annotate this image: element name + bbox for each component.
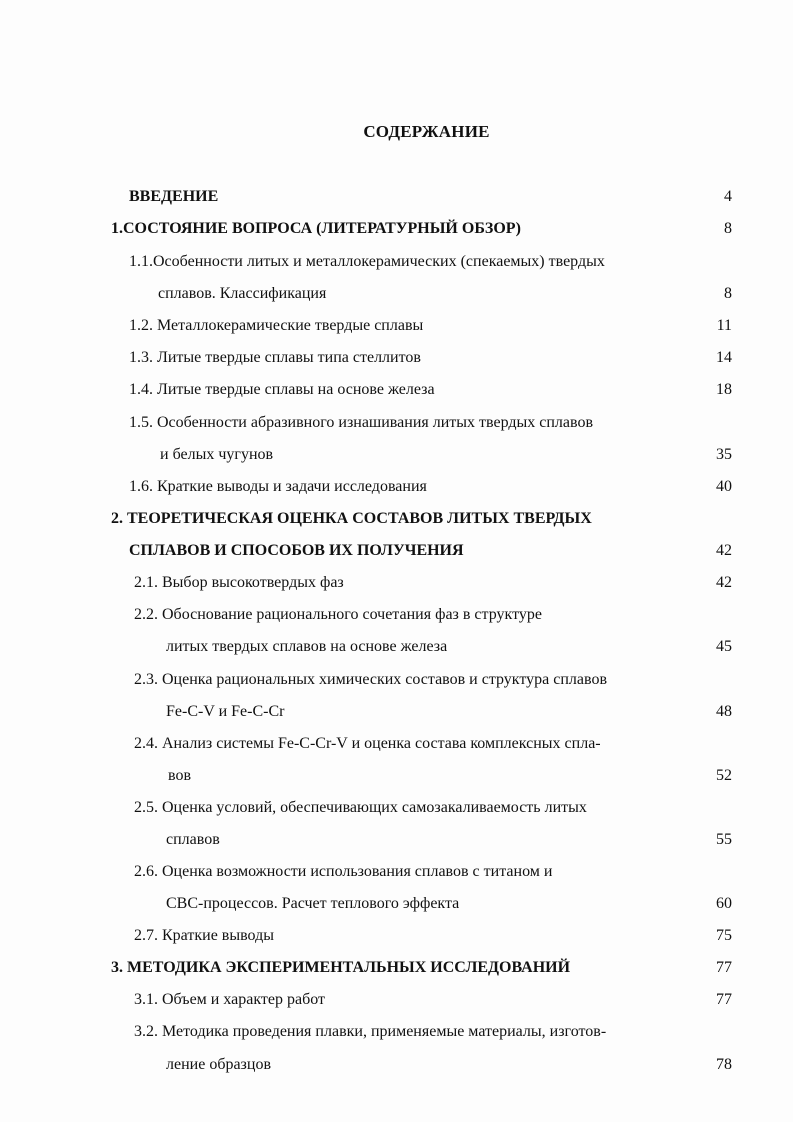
toc-entry-1-5: 1.5. Особенности абразивного изнашивания литых твердых сплавов [129,414,594,431]
toc-page-number: 45 [716,638,732,655]
toc-page-number: 8 [724,285,732,302]
toc-page-number: 14 [716,349,732,366]
toc-entry-2-3-cont: Fe-C-V и Fe-C-Cr [166,703,285,720]
toc-page-number: 35 [716,446,732,463]
toc-entry-1-2: 1.2. Металлокерамические твердые сплавы [129,317,424,334]
toc-page-number [672,252,732,272]
toc-entry-1-5-cont: и белых чугунов [160,446,274,463]
toc-entry-chapter-3: 3. МЕТОДИКА ЭКСПЕРИМЕНТАЛЬНЫХ ИССЛЕДОВАНИЙ [111,959,571,976]
toc-page-number: 40 [716,478,732,495]
toc-page-number [672,798,732,818]
toc-page-number: 55 [716,831,732,848]
toc-entry-introduction: ВВЕДЕНИЕ [129,188,219,205]
toc-entry-chapter-2: 2. ТЕОРЕТИЧЕСКАЯ ОЦЕНКА СОСТАВОВ ЛИТЫХ ТВЕРДЫХ [111,510,592,527]
toc-page-number: 8 [724,220,732,237]
toc-entry-1-6: 1.6. Краткие выводы и задачи исследования [129,478,427,495]
toc-entry-2-4-cont: вов [168,767,191,784]
toc-page-number: 75 [716,927,732,944]
toc-entry-1-4: 1.4. Литые твердые сплавы на основе железа [129,381,435,398]
toc-page-number: 77 [716,991,732,1008]
toc-page-number: 18 [716,381,732,398]
toc-page-number [672,605,732,625]
toc-entry-3-2: 3.2. Методика проведения плавки, применяемые материалы, изготов- [134,1023,607,1040]
toc-entry-2-6-cont: СВС-процессов. Расчет теплового эффекта [166,895,460,912]
toc-page-number: 78 [716,1056,732,1073]
toc-page-number: 60 [716,895,732,912]
toc-page-number [672,413,732,433]
toc-entry-1-1: 1.1.Особенности литых и металлокерамических (спекаемых) твердых [129,253,605,270]
toc-entry-chapter-1: 1.СОСТОЯНИЕ ВОПРОСА (ЛИТЕРАТУРНЫЙ ОБЗОР) [111,220,521,237]
toc-entry-3-2-cont: ление образцов [166,1056,271,1073]
toc-entry-1-3: 1.3. Литые твердые сплавы типа стеллитов [129,349,421,366]
toc-page-number: 42 [716,574,732,591]
toc-entry-2-2: 2.2. Обоснование рационального сочетания фаз в структуре [134,606,542,623]
toc-entry-chapter-2-cont: СПЛАВОВ И СПОСОБОВ ИХ ПОЛУЧЕНИЯ [129,542,464,559]
toc-entry-2-5: 2.5. Оценка условий, обеспечивающих самозакаливаемость литых [134,799,587,816]
toc-entry-1-1-cont: сплавов. Классификация [158,285,327,302]
toc-page-number: 4 [724,188,732,205]
page-title: СОДЕРЖАНИЕ [363,122,490,141]
toc-entry-2-5-cont: сплавов [166,831,220,848]
toc-entry-2-4: 2.4. Анализ системы Fe-C-Cr-V и оценка состава комплексных спла- [134,735,601,752]
toc-page-number [672,734,732,754]
toc-entry-2-6: 2.6. Оценка возможности использования сплавов с титаном и [134,863,553,880]
toc-page-number: 52 [716,767,732,784]
toc-entry-2-3: 2.3. Оценка рациональных химических составов и структура сплавов [134,671,607,688]
toc-page-number: 77 [716,959,732,976]
toc-entry-2-1: 2.1. Выбор высокотвердых фаз [134,574,344,591]
toc-entry-2-2-cont: литых твердых сплавов на основе железа [166,638,448,655]
toc-entry-3-1: 3.1. Объем и характер работ [134,991,326,1008]
toc-page-number: 42 [716,542,732,559]
toc-page-number [672,1022,732,1042]
toc-page-number: 11 [716,317,732,334]
toc-page-number [672,670,732,690]
toc-entry-2-7: 2.7. Краткие выводы [134,927,274,944]
toc-page-number: 48 [716,703,732,720]
toc-page-number [672,509,732,529]
toc-page-number [672,862,732,882]
